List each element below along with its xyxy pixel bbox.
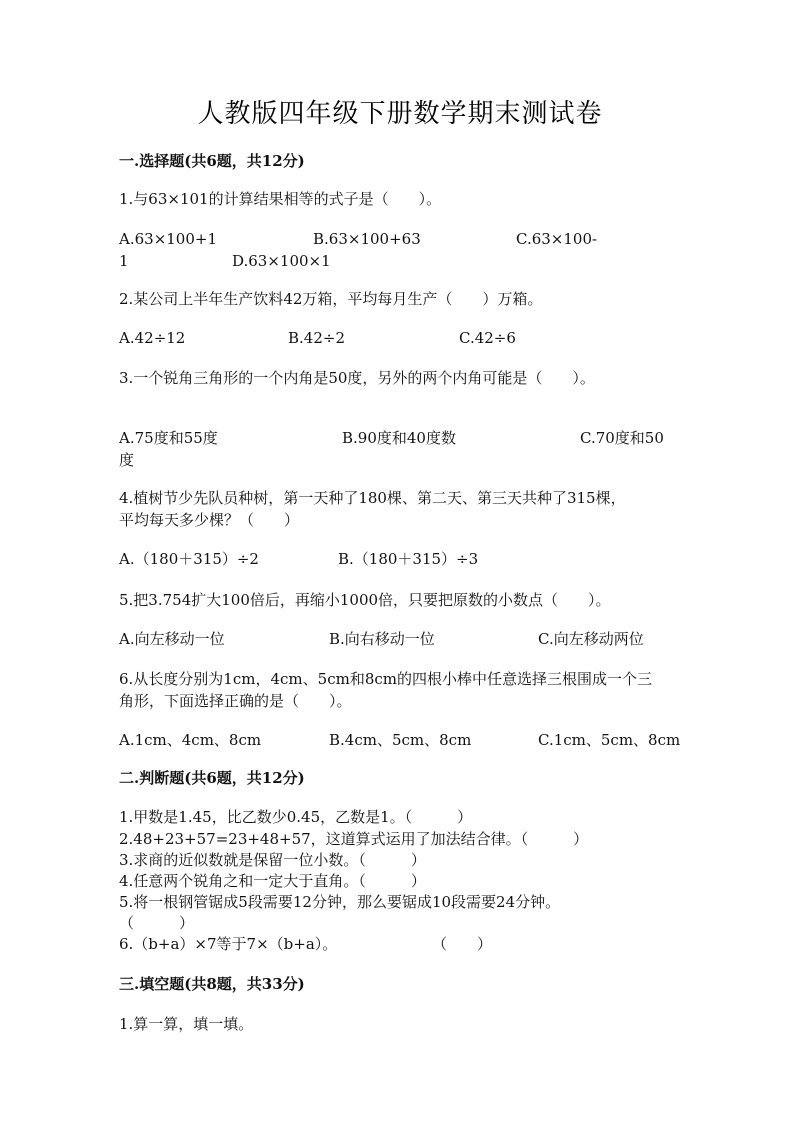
section-heading-judgement: 二.判断题(共6题，共12分) xyxy=(119,769,305,787)
q5-option-b: B.向右移动一位 xyxy=(329,630,435,648)
q5-option-c: C.向左移动两位 xyxy=(538,630,644,648)
q2-option-c: C.42÷6 xyxy=(459,329,516,347)
q1-option-c-wrap: 1 xyxy=(119,252,129,270)
judgement-line: 1.甲数是1.45，比乙数少0.45，乙数是1。（ ） xyxy=(119,808,473,826)
fill-in-line: 1.算一算，填一填。 xyxy=(119,1015,254,1033)
judgement-line: 6.（b+a）×7等于7×（b+a）。 xyxy=(119,935,338,953)
q4-option-a: A.（180＋315）÷2 xyxy=(119,550,259,568)
question-3: 3.一个锐角三角形的一个内角是50度，另外的两个内角可能是（ ）。 xyxy=(119,369,595,387)
q3-option-c-wrap: 度 xyxy=(119,451,135,469)
question-1: 1.与63×101的计算结果相等的式子是（ ）。 xyxy=(119,190,442,208)
q6-option-b: B.4cm、5cm、8cm xyxy=(329,731,472,749)
q3-option-c: C.70度和50 xyxy=(580,429,664,447)
judgement-blank: （ ） xyxy=(432,935,493,953)
page-title: 人教版四年级下册数学期末测试卷 xyxy=(197,99,603,129)
q4-option-b: B.（180＋315）÷3 xyxy=(338,550,479,568)
q2-option-b: B.42÷2 xyxy=(288,329,345,347)
section-heading-fill-in: 三.填空题(共8题，共33分) xyxy=(119,975,305,993)
question-6-line-2: 角形，下面选择正确的是（ ）。 xyxy=(119,692,352,710)
judgement-line: （ ） xyxy=(119,914,195,932)
judgement-line: 5.将一根钢管锯成5段需要12分钟，那么要锯成10段需要24分钟。 xyxy=(119,893,561,911)
q3-option-b: B.90度和40度数 xyxy=(342,429,456,447)
q6-option-a: A.1cm、4cm、8cm xyxy=(119,731,262,749)
question-2: 2.某公司上半年生产饮料42万箱，平均每月生产（ ）万箱。 xyxy=(119,290,543,308)
question-4-line-1: 4.植树节少先队员种树，第一天种了180棵、第二天、第三天共种了315棵， xyxy=(119,489,626,507)
judgement-line: 4.任意两个锐角之和一定大于直角。（ ） xyxy=(119,872,426,890)
question-6-line-1: 6.从长度分别为1cm，4cm、5cm和8cm的四根小棒中任意选择三根围成一个三 xyxy=(119,670,652,688)
q1-option-d: D.63×100×1 xyxy=(232,252,331,270)
q1-option-b: B.63×100+63 xyxy=(313,230,421,248)
question-5: 5.把3.754扩大100倍后，再缩小1000倍，只要把原数的小数点（ ）。 xyxy=(119,591,611,609)
q1-option-c: C.63×100- xyxy=(516,230,598,248)
q6-option-c: C.1cm、5cm、8cm xyxy=(538,731,681,749)
q1-option-a: A.63×100+1 xyxy=(119,230,217,248)
judgement-line: 3.求商的近似数就是保留一位小数。（ ） xyxy=(119,851,426,869)
q3-option-a: A.75度和55度 xyxy=(119,429,218,447)
question-4-line-2: 平均每天多少棵？（ ） xyxy=(119,511,300,529)
section-heading-choice: 一.选择题(共6题，共12分) xyxy=(119,152,305,170)
judgement-line: 2.48+23+57=23+48+57，这道算式运用了加法结合律。（ ） xyxy=(119,830,589,848)
q5-option-a: A.向左移动一位 xyxy=(119,630,225,648)
q2-option-a: A.42÷12 xyxy=(119,329,186,347)
